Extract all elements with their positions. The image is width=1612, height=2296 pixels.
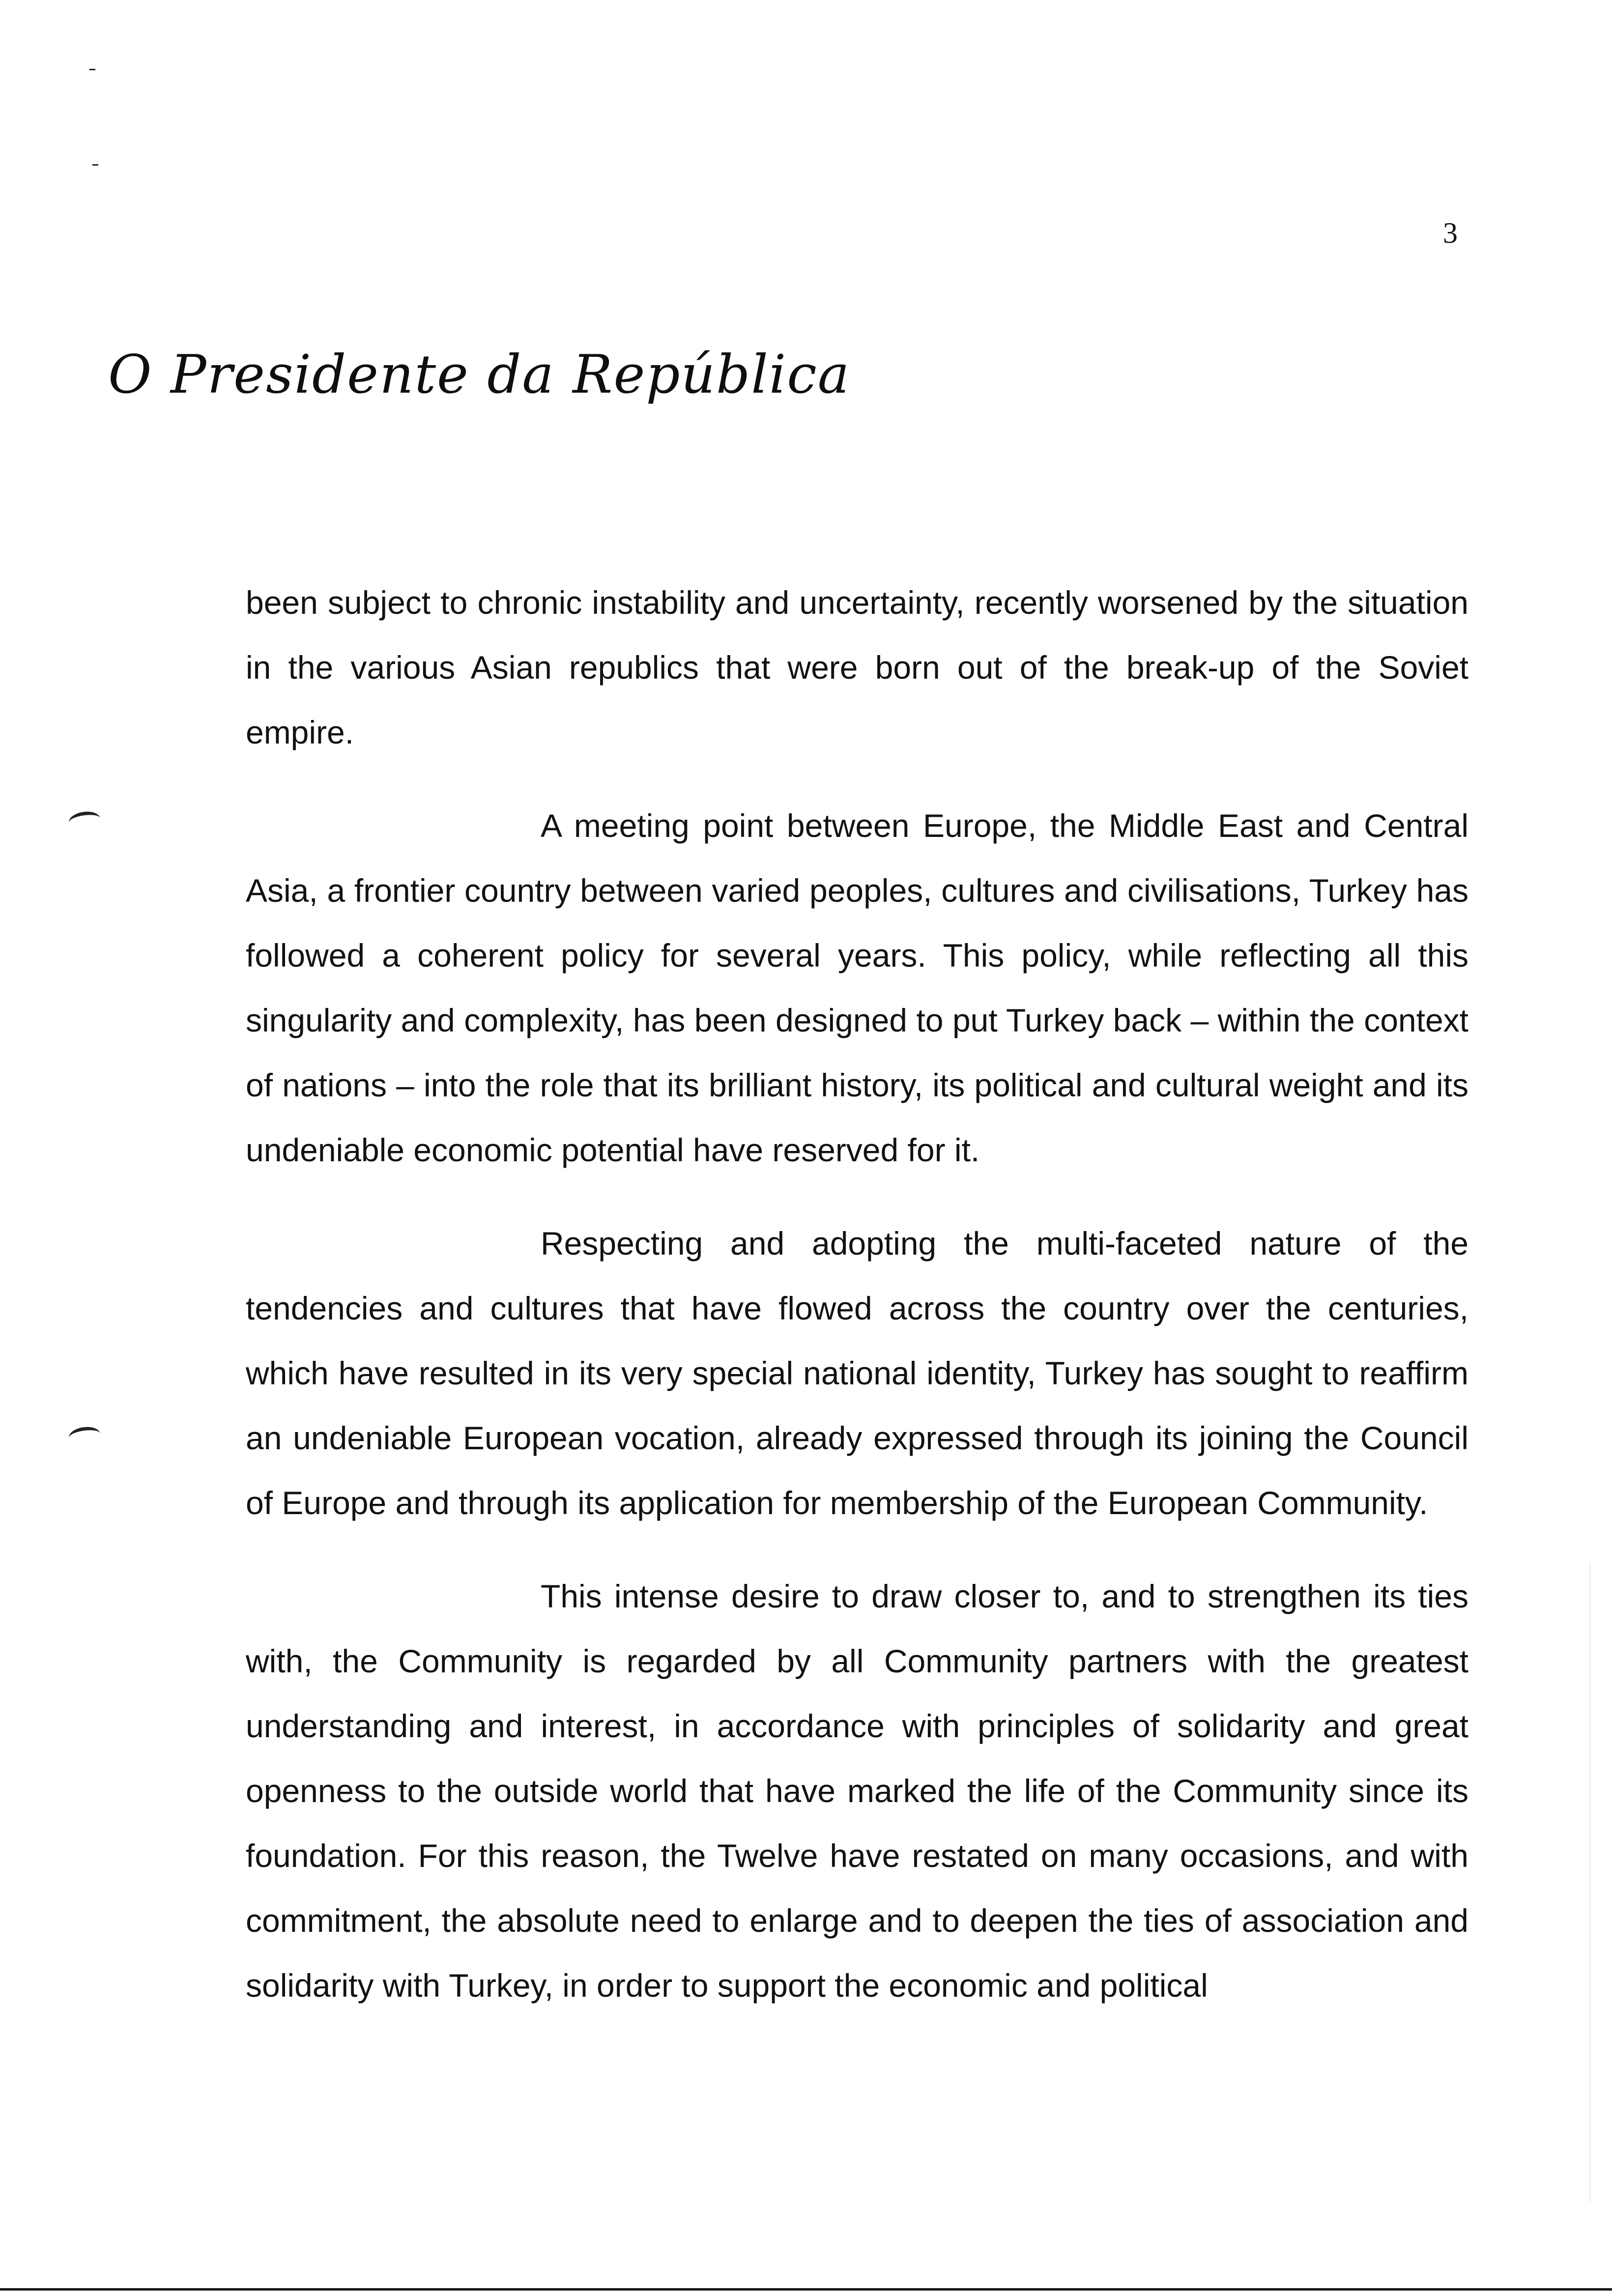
punch-hole-mark bbox=[68, 810, 101, 832]
punch-hole-mark bbox=[68, 1425, 101, 1447]
scan-edge-shadow bbox=[1589, 1563, 1590, 2202]
scan-bottom-edge bbox=[0, 2288, 1612, 2291]
scan-speck bbox=[92, 164, 98, 166]
letterhead: O Presidente da República bbox=[108, 344, 851, 405]
paragraph: been subject to chronic instability and uncertainty, recently worsened by the situation in the various Asian republics that were born out of the break-up of the Soviet empire. bbox=[246, 584, 1468, 750]
scan-speck bbox=[89, 69, 95, 70]
paragraph: A meeting point between Europe, the Middle East and Central Asia, a frontier country between varied peoples, cultures and civilisations, Turkey has followed a coherent policy for several years. This policy, while reflecting all this singularity and complexity, has been designed to put Turkey back – within the context of nations – into the role that its brilliant history, its political and cultural weight and its undeniable economic potential have reserved for it. bbox=[246, 807, 1468, 1168]
paragraph: This intense desire to draw closer to, and to strengthen its ties with, the Community is regarded by all Community partners with the greatest understanding and interest, in accordance with principles of solidarity and great openness to the outside world that have marked the life of the Community since its foundation. For this reason, the Twelve have restated on many occasions, and with commitment, the absolute need to enlarge and to deepen the ties of association and solidarity with Turkey, in order to support the economic and political bbox=[246, 1578, 1468, 2004]
body-text bbox=[246, 570, 1468, 2018]
page-number: 3 bbox=[1443, 217, 1458, 249]
paragraph: Respecting and adopting the multi-faceted nature of the tendencies and cultures that have flowed across the country over the centuries, which have resulted in its very special national identity, Turkey has sought to reaffirm an undeniable European vocation, already expressed through its joining the Council of Europe and through its application for membership of the European Community. bbox=[246, 1225, 1468, 1521]
